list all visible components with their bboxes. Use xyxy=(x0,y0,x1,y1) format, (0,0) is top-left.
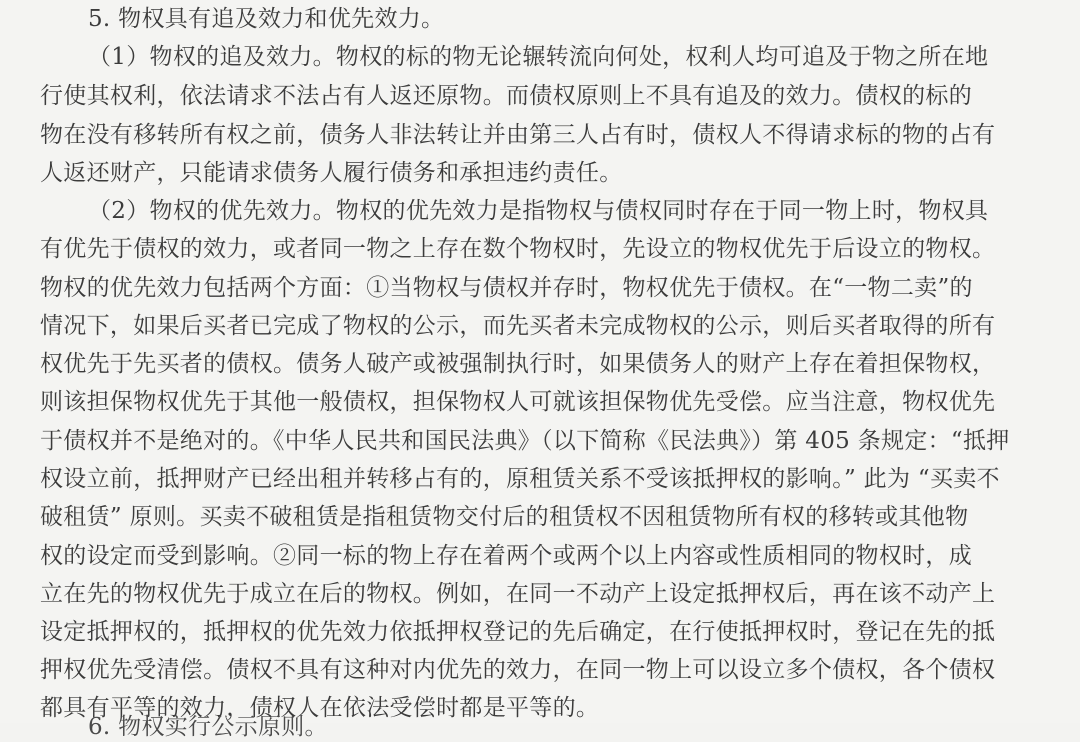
cut-off-heading-container xyxy=(88,712,448,742)
paragraph-line: 权设立前，抵押财产已经出租并转移占有的，原租赁关系不受该抵押权的影响。” 此为 “买卖不 xyxy=(40,466,1000,492)
paragraph-line: 行使其权利，依法请求不法占有人返还原物。而债权原则上不具有追及的效力。债权的标的 xyxy=(40,83,972,109)
paragraph-line: 则该担保物权优先于其他一般债权，担保物权人可就该担保物优先受偿。应当注意，物权优先 xyxy=(40,389,996,415)
paragraph-line: 于债权并不是绝对的。《中华人民共和国民法典》（以下简称《民法典》）第 405 条规定：“抵押 xyxy=(40,428,1010,454)
paragraph-line: 设定抵押权的，抵押权的优先效力依抵押权登记的先后确定，在行使抵押权时，登记在先的抵 xyxy=(40,619,996,645)
paragraph-line: 人返还财产，只能请求债务人履行债务和承担违约责任。 xyxy=(40,160,623,186)
cut-off-heading: 6. 物权实行公示原则。 xyxy=(88,714,328,740)
paragraph-line: 都具有平等的效力，债权人在依法受偿时都是平等的。 xyxy=(40,695,600,721)
paragraph-line: 物权的优先效力包括两个方面：①当物权与债权并存时，物权优先于债权。在“一物二卖”的 xyxy=(40,275,973,301)
paragraph-line: 押权优先受清偿。债权不具有这种对内优先的效力，在同一物上可以设立多个债权，各个债权 xyxy=(40,657,996,683)
paragraph-line: （1）物权的追及效力。物权的标的物无论辗转流向何处，权利人均可追及于物之所在地 xyxy=(88,44,989,70)
paragraph-line: 情况下，如果后买者已完成了物权的公示，而先买者未完成物权的公示，则后买者取得的所有 xyxy=(40,313,996,339)
paragraph-line: 物在没有移转所有权之前，债务人非法转让并由第三人占有时，债权人不得请求标的物的占有 xyxy=(40,122,996,148)
section-heading: 5. 物权具有追及效力和优先效力。 xyxy=(88,6,445,32)
paragraph-line: （2）物权的优先效力。物权的优先效力是指物权与债权同时存在于同一物上时，物权具 xyxy=(88,198,989,224)
paragraph-line: 有优先于债权的效力，或者同一物之上存在数个物权时，先设立的物权优先于后设立的物权。 xyxy=(40,236,996,262)
paragraph-line: 破租赁” 原则。买卖不破租赁是指租赁物交付后的租赁权不因租赁物所有权的移转或其他物 xyxy=(40,504,969,530)
paragraph-line: 权的设定而受到影响。②同一标的物上存在着两个或两个以上内容或性质相同的物权时，成 xyxy=(40,543,972,569)
paragraph-line: 权优先于先买者的债权。债务人破产或被强制执行时，如果债务人的财产上存在着担保物权， xyxy=(40,351,996,377)
paragraph-line: 立在先的物权优先于成立在后的物权。例如，在同一不动产上设定抵押权后，再在该不动产上 xyxy=(40,581,996,607)
